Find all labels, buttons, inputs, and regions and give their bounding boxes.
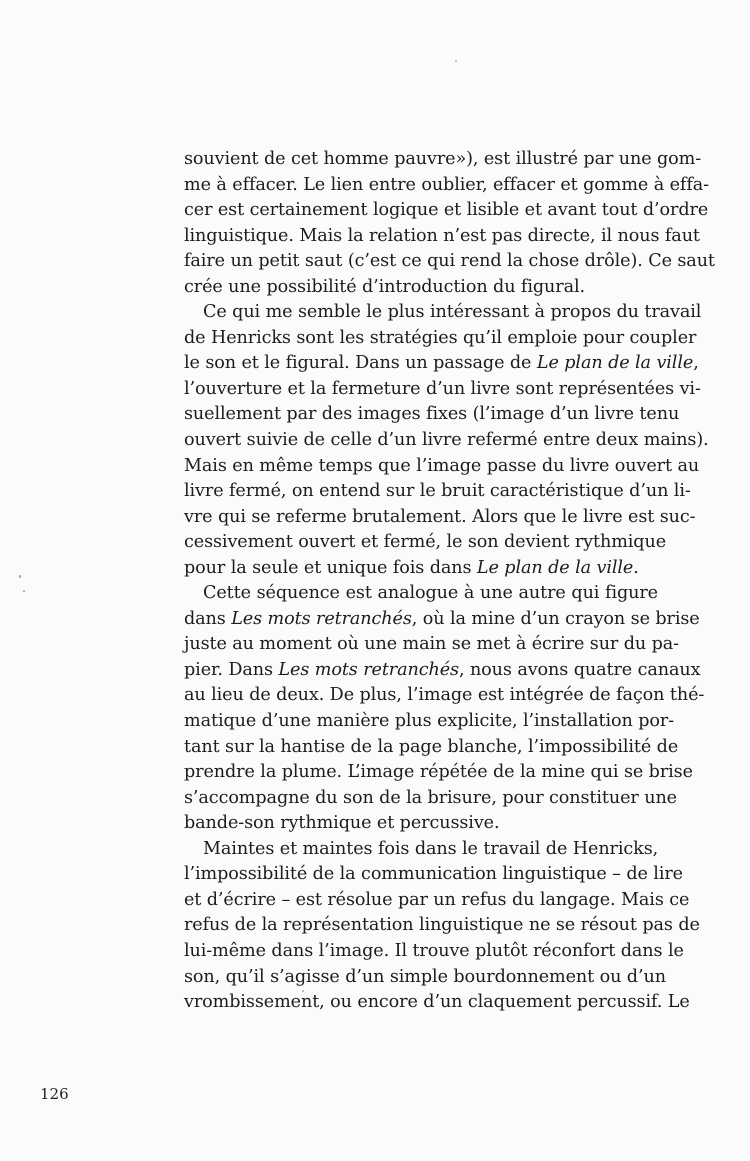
text-line-with-title: [184, 351, 699, 377]
paragraph-4: [184, 837, 700, 1016]
text-line: bande-son rythmique et percussive.: [184, 813, 500, 834]
paragraph-1: [184, 147, 715, 300]
text-line: vrombissement, ou encore d’un claquement percussif. Le: [184, 992, 690, 1013]
text-line: son, qu’il s’agisse d’un simple bourdonnement ou d’un: [184, 966, 666, 987]
text-line: cessivement ouvert et fermé, le son devient rythmique: [184, 532, 667, 553]
text-line: ouvert suivie de celle d’un livre refermé entre deux mains).: [184, 430, 709, 451]
text-fragment: pier. Dans: [184, 659, 279, 680]
text-line: livre fermé, on entend sur le bruit caractéristique d’un li-: [184, 481, 691, 502]
text-line: Ce qui me semble le plus intéressant à propos du travail: [203, 302, 702, 323]
text-line: lui-même dans l’image. Il trouve plutôt réconfort dans le: [184, 940, 684, 961]
text-line: tant sur la hantise de la page blanche, l’impossibilité de: [184, 736, 679, 757]
text-line: cer est certainement logique et lisible et avant tout d’ordre: [184, 200, 709, 221]
text-line: Mais en même temps que l’image passe du livre ouvert au: [184, 455, 700, 476]
text-line: juste au moment où une main se met à écrire sur du pa-: [184, 634, 680, 655]
text-fragment: pour la seule et unique fois dans: [184, 557, 477, 578]
text-line: Maintes et maintes fois dans le travail de Henricks,: [203, 838, 659, 859]
text-line: s’accompagne du son de la brisure, pour constituer une: [184, 787, 677, 808]
text-fragment: , nous avons quatre canaux: [458, 659, 701, 680]
text-line: faire un petit saut (c’est ce qui rend la chose drôle). Ce saut: [184, 251, 715, 272]
page-number: 126: [40, 1085, 69, 1103]
text-line: de Henricks sont les stratégies qu’il emploie pour coupler: [184, 327, 697, 348]
scan-speck: [455, 60, 457, 62]
text-line-with-title: [184, 607, 700, 633]
text-line: me à effacer. Le lien entre oublier, effacer et gomme à effa-: [184, 174, 709, 195]
text-line: vre qui se referme brutalement. Alors que le livre est suc-: [184, 506, 696, 527]
text-fragment: dans: [184, 608, 232, 629]
text-line: l’ouverture et la fermeture d’un livre sont représentées vi-: [184, 378, 701, 399]
text-line: prendre la plume. L’image répétée de la mine qui se brise: [184, 762, 693, 783]
text-line: l’impossibilité de la communication linguistique – de lire: [184, 864, 683, 885]
scan-speck: [302, 990, 304, 992]
body-text: [184, 147, 715, 1016]
work-title: Le plan de la ville: [536, 353, 694, 374]
text-fragment: ,: [693, 353, 699, 374]
scan-speck: [19, 575, 21, 578]
scan-speck: [23, 590, 25, 592]
paragraph-3: [184, 581, 705, 836]
text-fragment: .: [633, 557, 639, 578]
text-line: matique d’une manière plus explicite, l’installation por-: [184, 711, 675, 732]
work-title: Les mots retranchés: [278, 659, 459, 680]
text-line-with-title: [184, 658, 701, 684]
text-fragment: le son et le figural. Dans un passage de: [184, 353, 537, 374]
work-title: Le plan de la ville: [476, 557, 634, 578]
text-line: crée une possibilité d’introduction du figural.: [184, 276, 585, 297]
text-line: et d’écrire – est résolue par un refus du langage. Mais ce: [184, 889, 690, 910]
text-line: Cette séquence est analogue à une autre qui figure: [203, 583, 658, 604]
work-title: Les mots retranchés: [231, 608, 412, 629]
text-line-with-title: [184, 556, 658, 582]
text-line: suellement par des images fixes (l’image d’un livre tenu: [184, 404, 680, 425]
text-line: refus de la représentation linguistique ne se résout pas de: [184, 915, 700, 936]
text-line: au lieu de deux. De plus, l’image est intégrée de façon thé-: [184, 685, 705, 706]
text-line: linguistique. Mais la relation n’est pas directe, il nous faut: [184, 225, 700, 246]
text-line: souvient de cet homme pauvre»), est illustré par une gom-: [184, 149, 702, 169]
text-fragment: , où la mine d’un crayon se brise: [411, 608, 700, 629]
paragraph-2: [184, 300, 709, 581]
